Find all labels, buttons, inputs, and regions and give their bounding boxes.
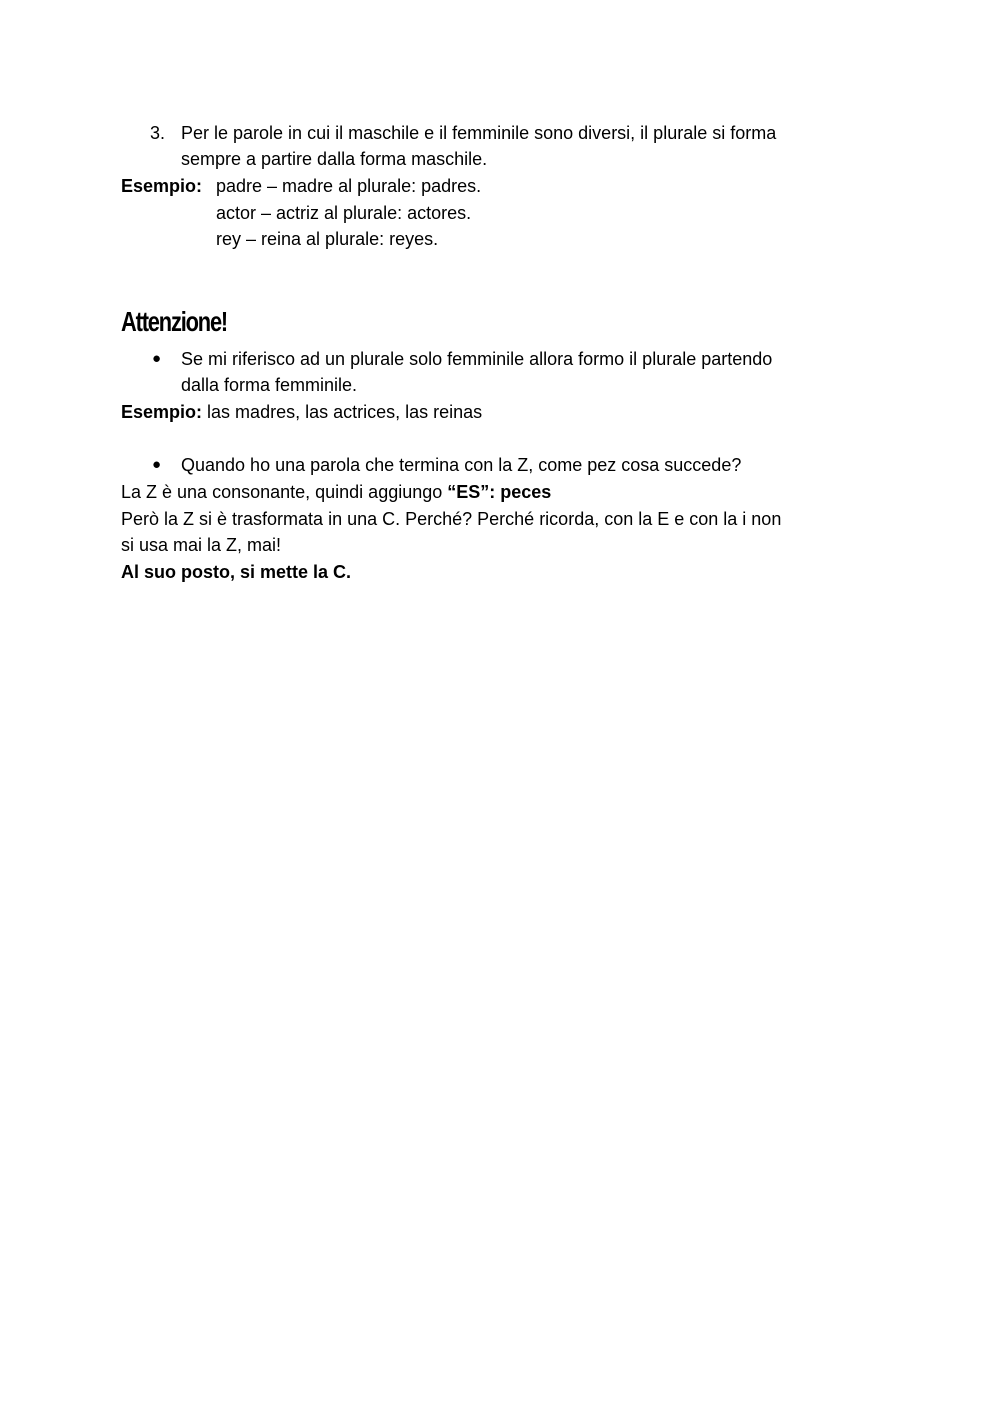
bullet-icon: ● [152, 350, 162, 367]
bullet-icon: ● [152, 456, 162, 473]
list-number: 3. [150, 123, 166, 143]
example-label: Esempio: [121, 176, 203, 196]
example-line-3: rey – reina al plurale: reyes. [216, 229, 439, 249]
section-heading: Attenzione! [121, 306, 228, 337]
example-label-2: Esempio: [121, 402, 203, 422]
conclusion-text: Al suo posto, si mette la C. [121, 562, 352, 582]
example-text: las madres, las actrices, las reinas [207, 402, 483, 422]
explanation-paragraph-2-line-1: Però la Z si è trasformata in una C. Perché? Perché ricorda, con la E e con la i non [121, 509, 782, 529]
bullet-item-2: Quando ho una parola che termina con la Z, come pez cosa succede? [181, 455, 742, 475]
example-line-2: actor – actriz al plurale: actores. [216, 203, 472, 223]
explanation-paragraph-1 [121, 479, 551, 505]
explanation-text: La Z è una consonante, quindi aggiungo [121, 482, 448, 502]
explanation-emphasis: “ES”: peces [447, 482, 552, 502]
explanation-paragraph-2-line-2: si usa mai la Z, mai! [121, 535, 282, 555]
example-line-1: padre – madre al plurale: padres. [216, 176, 482, 196]
bullet-item-1-line-2: dalla forma femminile. [181, 375, 358, 395]
bullet-item-1-line-1: Se mi riferisco ad un plurale solo femminile allora formo il plurale partendo [181, 349, 773, 369]
example-paragraph [121, 399, 482, 425]
list-item-line-2: sempre a partire dalla forma maschile. [181, 149, 488, 169]
list-item-line-1: Per le parole in cui il maschile e il femminile sono diversi, il plurale si forma [181, 123, 777, 143]
